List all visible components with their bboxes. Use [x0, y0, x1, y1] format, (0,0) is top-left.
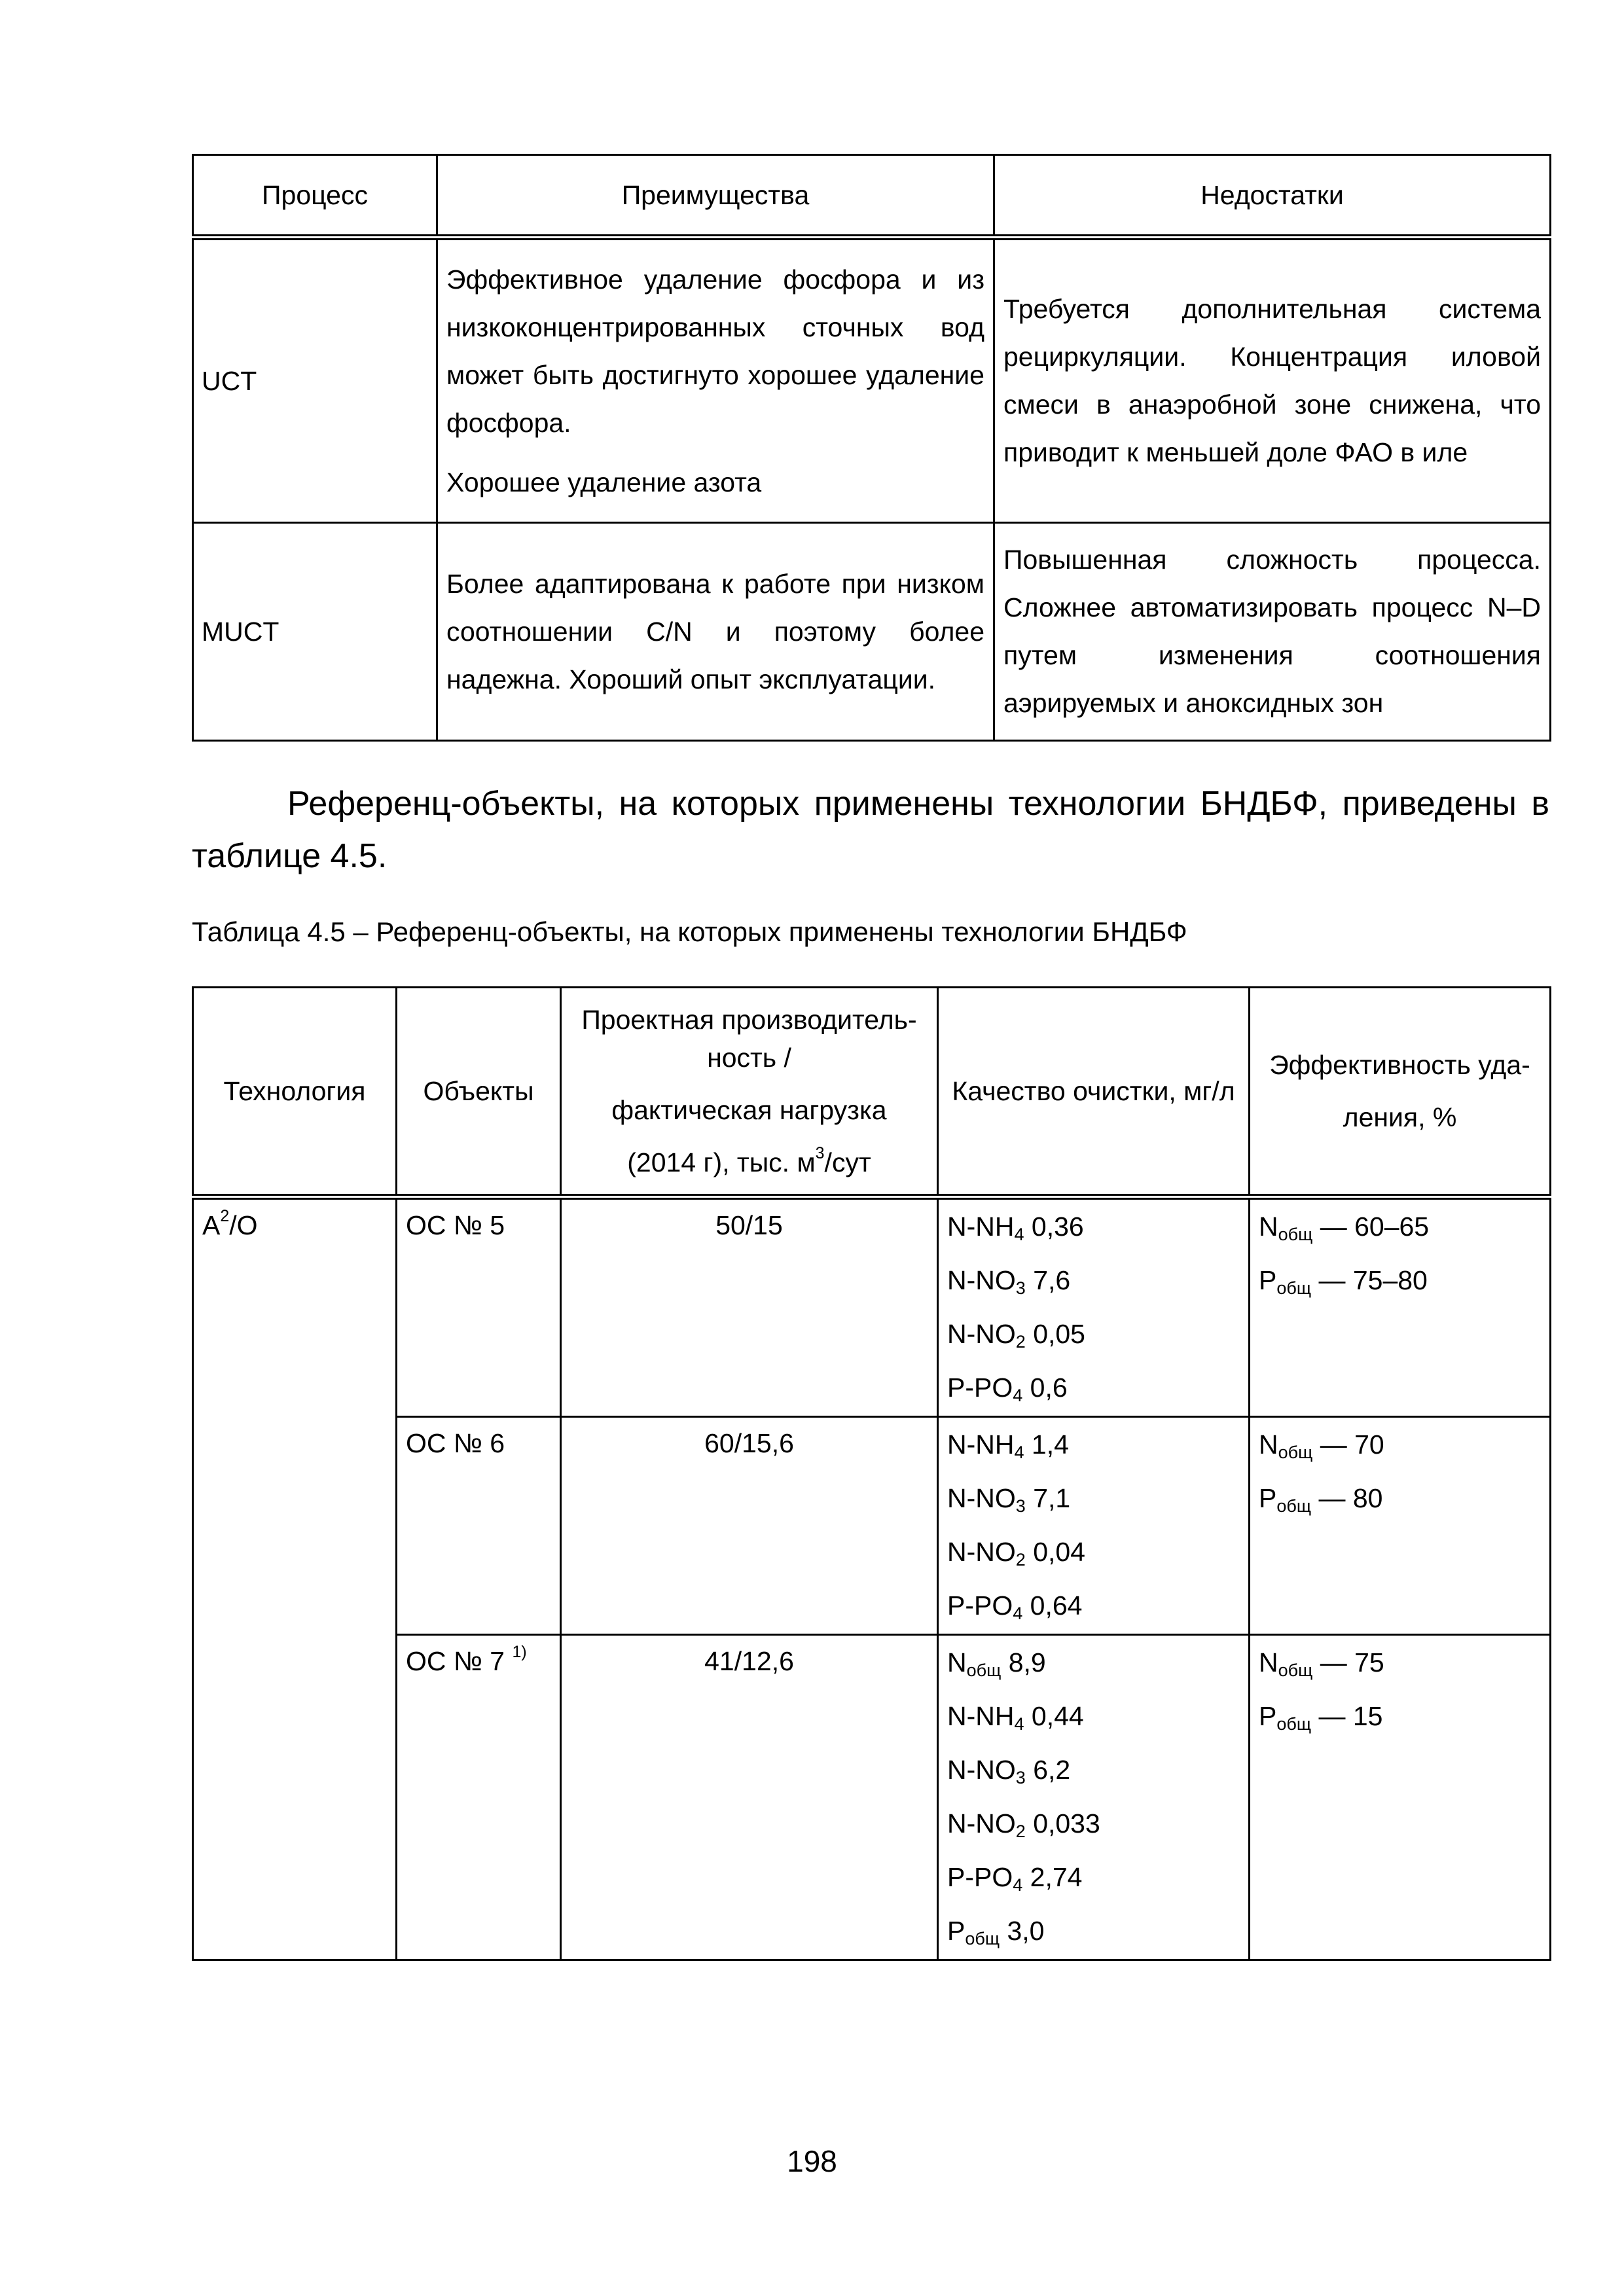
header-disadvantages: Недостатки	[994, 155, 1551, 238]
header-capacity: Проектная производитель- ность / фактическая нагрузка (2014 г), тыс. $м^3$/сут	[561, 988, 938, 1197]
page-number: 198	[787, 2144, 837, 2178]
body-paragraph	[192, 778, 1549, 882]
efficiency-line: $N_{общ}$ — 75	[1259, 1647, 1384, 1680]
table-header-row	[193, 988, 1551, 1197]
advantage-text: Эффективное удаление фосфора и из низкоконцентрированных сточных вод может быть достигнуто хорошее удаление фосфора.	[446, 264, 984, 438]
table-row	[193, 1197, 1551, 1417]
efficiency-line: $P_{общ}$ — 80	[1259, 1483, 1383, 1516]
advantages-cell	[437, 238, 994, 523]
footnote-marker: 1)	[512, 1643, 527, 1661]
efficiency-cell	[1250, 1635, 1551, 1960]
disadvantage-text: Повышенная сложность процесса. Сложнее автоматизировать процесс N–D путем изменения соотношения аэрируемых и аноксидных зон	[1003, 545, 1541, 718]
process-name: UCT	[193, 238, 437, 523]
reference-objects-table	[192, 986, 1551, 1961]
quality-line: $N-NO_2$ 0,033	[947, 1808, 1100, 1841]
table-caption: Таблица 4.5 – Референц-объекты, на которых применены технологии БНДБФ	[192, 916, 1187, 947]
header-advantages: Преимущества	[437, 155, 994, 238]
quality-line: $N-NO_2$ 0,05	[947, 1319, 1085, 1352]
header-technology: Технология	[193, 988, 397, 1197]
table-row	[193, 1635, 1551, 1960]
efficiency-line: $P_{общ}$ — 75–80	[1259, 1265, 1428, 1298]
header-objects: Объекты	[397, 988, 561, 1197]
quality-line: $P-PO_4$ 0,64	[947, 1590, 1083, 1623]
quality-line: $N-NH_4$ 0,36	[947, 1211, 1084, 1244]
disadvantages-cell	[994, 238, 1551, 523]
disadvantage-text: Требуется дополнительная система рециркуляции. Концентрация иловой смеси в анаэробной зоне снижена, что приводит к меньшей доле ФАО в иле	[1003, 294, 1541, 467]
table-header-row	[193, 155, 1551, 238]
advantage-text: Хорошее удаление азота	[446, 467, 762, 497]
header-process: Процесс	[193, 155, 437, 238]
efficiency-line: $P_{общ}$ — 15	[1259, 1701, 1383, 1734]
paragraph-text: Референц-объекты, на которых применены технологии БНДБФ, приведены в таблице 4.5.	[192, 785, 1549, 875]
efficiency-cell	[1250, 1417, 1551, 1635]
advantage-text: Более адаптирована к работе при низком соотношении C/N и поэтому более надежна. Хороший опыт эксплуатации.	[446, 568, 984, 694]
header-efficiency: Эффективность уда- ления, %	[1250, 988, 1551, 1197]
process-comparison-table	[192, 154, 1551, 742]
quality-cell	[938, 1197, 1250, 1417]
capacity-cell: 60/15,6	[561, 1417, 938, 1635]
quality-cell	[938, 1635, 1250, 1960]
quality-line: $N-NO_3$ 7,1	[947, 1483, 1071, 1516]
quality-line: $N_{общ}$ 8,9	[947, 1647, 1046, 1680]
table-row	[193, 523, 1551, 741]
header-quality: Качество очистки, мг/л	[938, 988, 1250, 1197]
object-cell: ОС № 6	[397, 1417, 561, 1635]
process-name: MUCT	[193, 523, 437, 741]
advantages-cell	[437, 523, 994, 741]
efficiency-line: $N_{общ}$ — 70	[1259, 1429, 1384, 1462]
quality-line: $N-NH_4$ 0,44	[947, 1701, 1084, 1734]
disadvantages-cell	[994, 523, 1551, 741]
quality-line: $N-NH_4$ 1,4	[947, 1429, 1069, 1462]
technology-cell: $A^2/O$	[193, 1197, 397, 1960]
table-row	[193, 238, 1551, 523]
quality-line: $N-NO_3$ 6,2	[947, 1755, 1071, 1787]
quality-cell	[938, 1417, 1250, 1635]
quality-line: $N-NO_3$ 7,6	[947, 1265, 1071, 1298]
quality-line: $N-NO_2$ 0,04	[947, 1537, 1085, 1570]
efficiency-line: $N_{общ}$ — 60–65	[1259, 1211, 1430, 1244]
object-cell: ОС № 5	[397, 1197, 561, 1417]
table-row	[193, 1417, 1551, 1635]
quality-line: $P_{общ}$ 3,0	[947, 1916, 1045, 1948]
quality-line: $P-PO_4$ 2,74	[947, 1862, 1083, 1895]
efficiency-cell	[1250, 1197, 1551, 1417]
capacity-cell: 50/15	[561, 1197, 938, 1417]
capacity-cell: 41/12,6	[561, 1635, 938, 1960]
quality-line: $P-PO_4$ 0,6	[947, 1372, 1068, 1405]
object-cell: ОС № 7 $^{1)}$	[397, 1635, 561, 1960]
